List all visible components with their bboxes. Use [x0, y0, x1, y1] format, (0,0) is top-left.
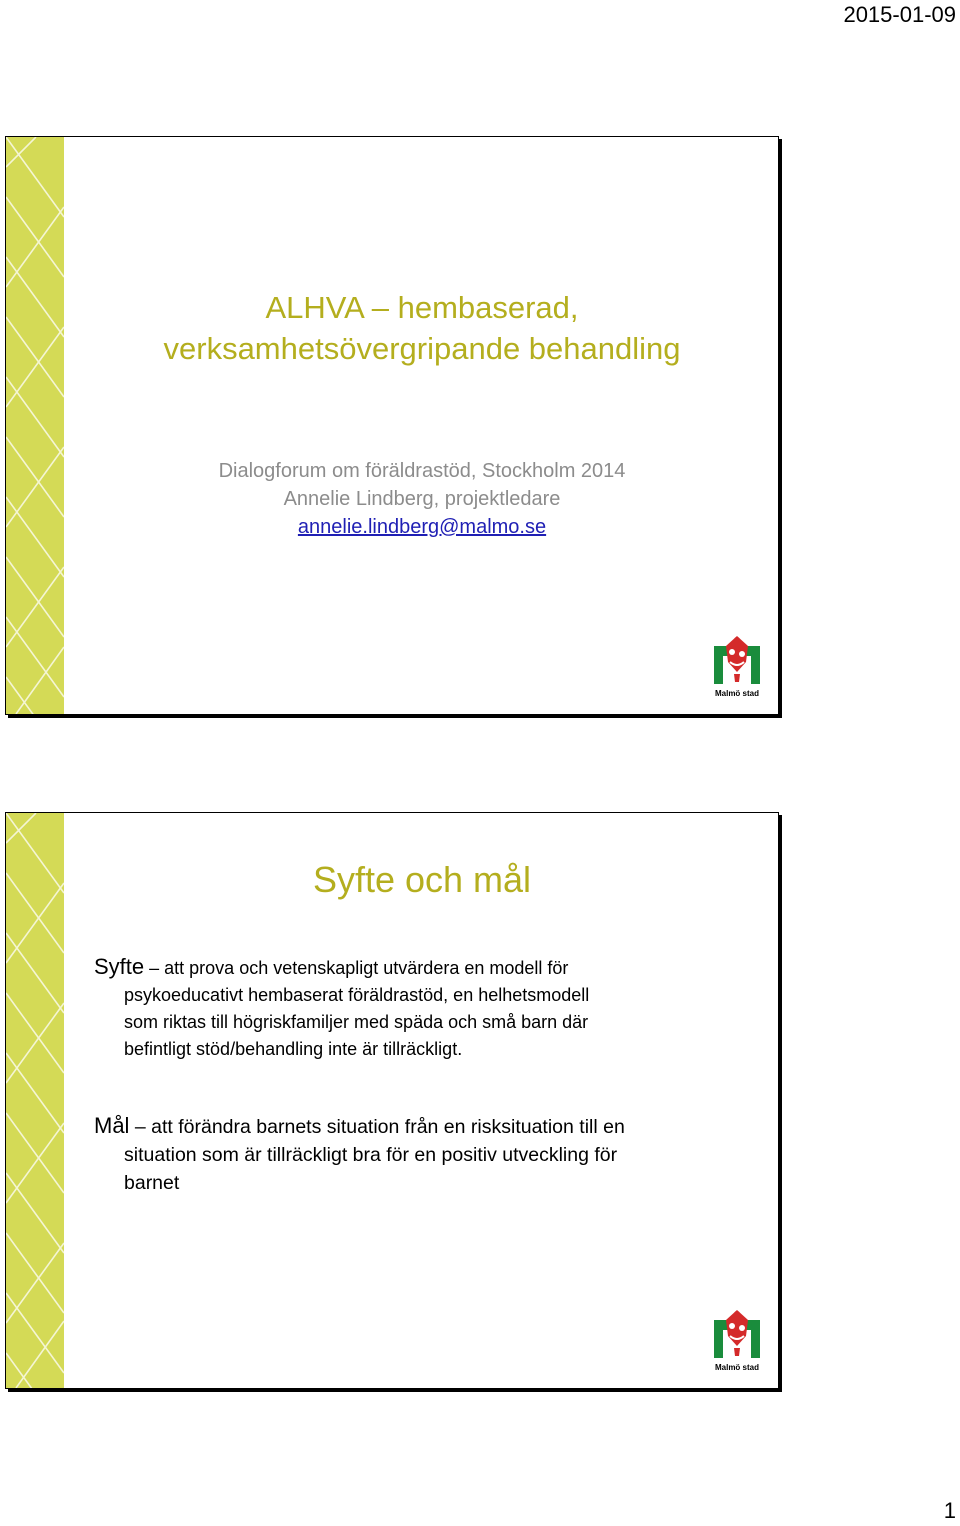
syfte-line-3: som riktas till högriskfamiljer med späda och små barn där	[124, 1012, 589, 1032]
malmo-stad-logo	[712, 1306, 762, 1372]
syfte-line-2: psykoeducativt hembaserat föräldrastöd, en helhetsmodell	[124, 985, 590, 1005]
syfte-term: Syfte	[94, 954, 145, 979]
page-date: 2015-01-09	[843, 2, 956, 27]
slide-title	[5, 136, 779, 715]
mal-line-2: situation som är tillräckligt bra för en positiv utveckling för	[124, 1144, 618, 1166]
logo-text: Malmö stad	[714, 689, 759, 698]
slide-subtitle	[66, 457, 778, 541]
slide-title-heading	[66, 287, 778, 369]
mal-first-line	[94, 1112, 734, 1141]
email-link[interactable]: annelie.lindberg@malmo.se	[297, 516, 547, 538]
title-line-1: ALHVA – hembaserad,	[265, 290, 579, 325]
malmo-crest-icon	[712, 632, 762, 686]
slide-heading: Syfte och mål	[312, 859, 532, 900]
decorative-side-band	[6, 813, 64, 1388]
mal-term: Mål	[94, 1113, 130, 1138]
syfte-first-line	[94, 953, 734, 982]
malmo-crest-icon	[712, 1306, 762, 1360]
page-number: 1	[943, 1498, 956, 1523]
syfte-dash: –	[144, 958, 165, 978]
syfte-line-4: befintligt stöd/behandling inte är tillräckligt.	[124, 1039, 463, 1059]
logo-text: Malmö stad	[714, 1363, 759, 1372]
subtitle-event: Dialogforum om föräldrastöd, Stockholm 2014	[218, 460, 626, 482]
syfte-paragraph	[94, 953, 734, 1063]
subtitle-author: Annelie Lindberg, projektledare	[283, 488, 561, 510]
syfte-text: att prova och vetenskapligt utvärdera en modell för	[164, 958, 569, 978]
mal-paragraph	[94, 1112, 734, 1197]
mal-dash: –	[129, 1116, 152, 1138]
decorative-diagonal-lines	[6, 813, 64, 1388]
malmo-stad-logo	[712, 632, 762, 698]
decorative-diagonal-lines	[6, 137, 64, 714]
mal-line-3: barnet	[124, 1172, 180, 1194]
decorative-side-band	[6, 137, 64, 714]
slide-syfte-och-mal	[5, 812, 779, 1389]
title-line-2: verksamhetsövergripande behandling	[163, 331, 681, 366]
mal-text: att förändra barnets situation från en risksituation till en	[151, 1116, 625, 1138]
